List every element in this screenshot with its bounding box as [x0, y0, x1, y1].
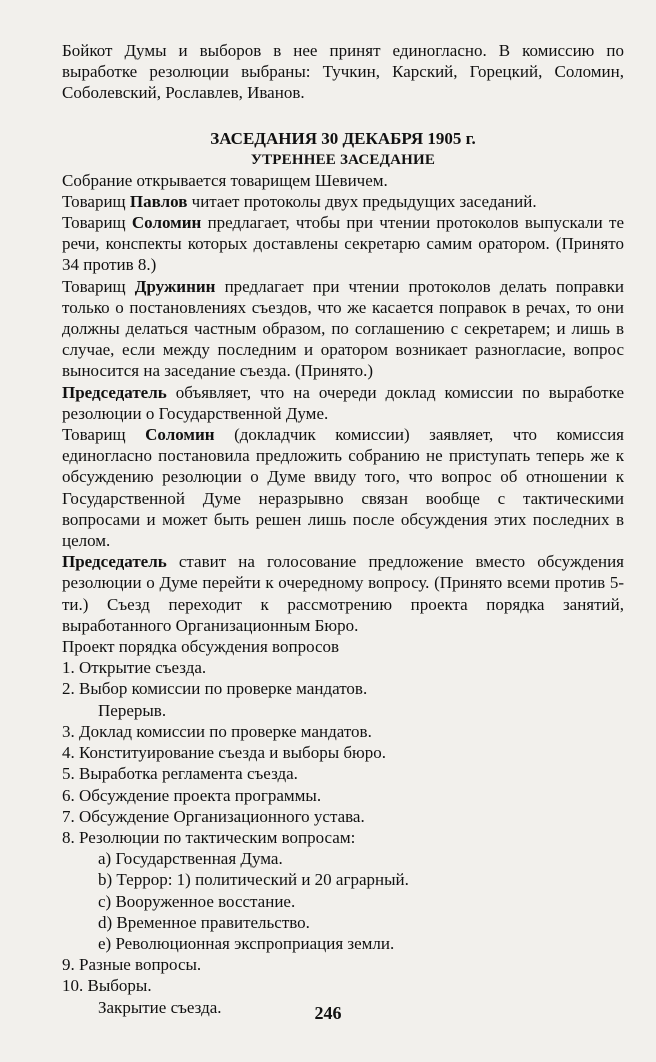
paragraph-solomin-2-after: (докладчик комиссии) заявляет, что комиссия единогласно постановила предложить собранию не приступать теперь же к обсуждению резолюции о Думе ввиду того, что вопрос об отношении к Государственной Думе неразрывно связан вообще с тактическими вопросами и может быть решен лишь после обсуждения этих последних в целом. — [62, 425, 624, 551]
paragraph-druzhinin — [62, 276, 624, 382]
paragraph-pavlov — [62, 191, 624, 212]
page-number: 246 — [314, 1003, 342, 1023]
list-item: Перерыв. — [98, 700, 167, 720]
speaker-name-druzhinin: Дружинин — [134, 276, 216, 296]
speaker-name-solomin-2: Соломин — [145, 425, 215, 445]
list-item: a) Государственная Дума. — [98, 849, 283, 869]
intro-paragraph: Бойкот Думы и выборов в нее принят единогласно. В комиссию по выработке резолюции выбраны: Тучкин, Карский, Горецкий, Соломин, Соболевский, Рославлев, Иванов. — [62, 41, 624, 103]
paragraph-solomin-1-after: предлагает, чтобы при чтении протоколов выпускали те речи, конспекты которых доставлены секретарю самим оратором. (Принято 34 против 8.) — [62, 213, 624, 275]
paragraph-solomin-2-before: Товарищ — [62, 425, 146, 445]
list-item: c) Вооруженное восстание. — [98, 891, 296, 911]
paragraph-pavlov-before: Товарищ — [62, 191, 130, 211]
speaker-name-chairman-1: Председатель — [62, 382, 167, 402]
paragraph-druzhinin-after: предлагает при чтении протоколов делать поправки только о постановлениях съездов, что же касается поправок в речах, то они должны делаться частным образом, по соглашению с секретарем; и лишь в случае, если между последним и оратором возникает разногласие, вопрос выносится на заседание съезда. (Принято.) — [62, 276, 624, 381]
list-item: 8. Резолюции по тактическим вопросам: — [62, 827, 356, 847]
list-item: 1. Открытие съезда. — [62, 658, 207, 678]
speaker-name-solomin-1: Соломин — [131, 213, 202, 233]
speaker-name-pavlov: Павлов — [129, 191, 188, 211]
list-item: 5. Выработка регламента съезда. — [62, 764, 298, 784]
paragraph-opening: Собрание открывается товарищем Шевичем. — [62, 170, 388, 190]
paragraph-pavlov-after: читает протоколы двух предыдущих заседаний. — [187, 191, 537, 211]
agenda-list — [62, 657, 624, 1017]
paragraph-solomin-1 — [62, 212, 624, 276]
agenda-title: Проект порядка обсуждения вопросов — [62, 637, 340, 657]
paragraph-solomin-2 — [62, 424, 624, 551]
paragraph-chairman-2 — [62, 551, 624, 636]
speaker-name-chairman-2: Председатель — [62, 552, 167, 572]
list-item: 7. Обсуждение Организационного устава. — [62, 806, 365, 826]
list-item: 3. Доклад комиссии по проверке мандатов. — [62, 721, 372, 741]
section-heading: ЗАСЕДАНИЯ 30 ДЕКАБРЯ 1905 г. — [210, 128, 476, 148]
session-subheading: УТРЕННЕЕ ЗАСЕДАНИЕ — [250, 151, 436, 168]
list-item: 4. Конституирование съезда и выборы бюро. — [62, 743, 386, 763]
list-item: Закрытие съезда. — [98, 997, 222, 1017]
list-item: e) Революционная экспроприация земли. — [98, 933, 395, 953]
paragraph-druzhinin-before: Товарищ — [62, 276, 135, 296]
paragraph-solomin-1-before: Товарищ — [62, 213, 132, 233]
list-item: 9. Разные вопросы. — [62, 955, 202, 975]
paragraph-chairman-2-after: ставит на голосование предложение вместо обсуждения резолюции о Думе перейти к очередному вопросу. (Принято всеми против 5-ти.) Съезд переходит к рассмотрению проекта порядка занятий, выработанного Организационным Бюро. — [62, 552, 624, 635]
list-item: b) Террор: 1) политический и 20 аграрный. — [98, 870, 409, 890]
list-item: 10. Выборы. — [62, 976, 152, 996]
document-page — [62, 40, 624, 1018]
paragraph-chairman-1 — [62, 382, 624, 424]
paragraph-chairman-1-after: объявляет, что на очереди доклад комиссии по выработке резолюции о Государственной Думе. — [62, 382, 624, 423]
list-item: 6. Обсуждение проекта программы. — [62, 785, 322, 805]
list-item: 2. Выбор комиссии по проверке мандатов. — [62, 679, 368, 699]
list-item: d) Временное правительство. — [98, 912, 310, 932]
